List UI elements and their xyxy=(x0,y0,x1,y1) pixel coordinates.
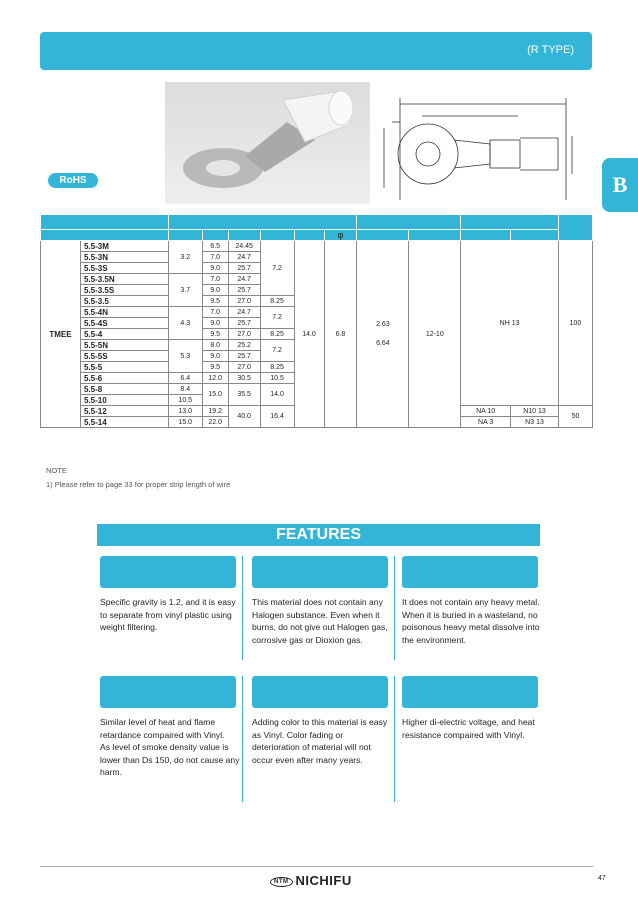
table-cell: 19.2 xyxy=(202,406,228,417)
product-photo xyxy=(165,82,370,204)
table-cell: 5.5-5N xyxy=(80,340,168,351)
table-cell: 5.5-14 xyxy=(80,417,168,428)
table-cell: 5.5-12 xyxy=(80,406,168,417)
table-cell xyxy=(202,230,228,241)
table-cell: 5.5-5 xyxy=(80,362,168,373)
table-cell: N10 13 xyxy=(511,406,559,417)
table-cell: 5.5-4S xyxy=(80,318,168,329)
table-cell: 24.45 xyxy=(228,241,260,252)
table-cell: 9.0 xyxy=(202,285,228,296)
note-title: NOTE xyxy=(46,466,67,475)
table-cell: 2.63 6.64 xyxy=(357,241,409,428)
table-cell: 8.25 xyxy=(260,329,294,340)
table-cell: 22.0 xyxy=(202,417,228,428)
table-cell: 30.5 xyxy=(228,373,260,384)
table-cell: 9.0 xyxy=(202,318,228,329)
page-number: 47 xyxy=(598,875,606,882)
table-cell: 5.5-3M xyxy=(80,241,168,252)
feature-text: It does not contain any heavy metal. When it is buried in a wasteland, no poisonous heavy metal dissolve into the environment. xyxy=(402,597,540,645)
table-cell: 5.5-6 xyxy=(80,373,168,384)
table-cell: 25.7 xyxy=(228,351,260,362)
table-cell: 6.5 xyxy=(202,241,228,252)
type-label: (R TYPE) xyxy=(527,44,574,56)
section-tab: B xyxy=(602,158,638,212)
table-cell: 24.7 xyxy=(228,307,260,318)
table-cell: 5.3 xyxy=(168,340,202,373)
feature-text: Adding color to this material is easy as Vinyl. Color fading or deterioration of material will not occur even after many years. xyxy=(252,717,388,765)
table-cell: 40.0 xyxy=(228,406,260,428)
feature-text: Specific gravity is 1.2, and it is easy to separate from vinyl plastic using weight filtering. xyxy=(100,597,236,633)
table-cell xyxy=(168,215,357,230)
table-cell: 5.5-8 xyxy=(80,384,168,395)
divider xyxy=(394,676,395,802)
table-cell: 5.5-3N xyxy=(80,252,168,263)
table-cell: 3.7 xyxy=(168,274,202,307)
logo-text: NICHIFU xyxy=(295,873,352,888)
table-cell xyxy=(357,230,409,241)
table-cell: 16.4 xyxy=(260,406,294,428)
table-cell: 27.0 xyxy=(228,329,260,340)
table-cell: 10.5 xyxy=(168,395,202,406)
table-cell: 15.0 xyxy=(202,384,228,406)
dimension-drawing xyxy=(378,88,578,206)
table-row xyxy=(41,241,593,252)
table-cell xyxy=(41,215,169,230)
table-cell: 5.5-3S xyxy=(80,263,168,274)
table-cell: 7.0 xyxy=(202,274,228,285)
feature-text: Higher di-electric voltage, and heat resistance compaired with Vinyl. xyxy=(402,717,535,740)
feature-header-box xyxy=(100,556,236,588)
logo-mark: NTM xyxy=(270,877,293,887)
table-cell: 12-10 xyxy=(409,241,461,428)
table-cell: 7.2 xyxy=(260,241,294,296)
table-cell: 6.8 xyxy=(324,241,357,428)
table-cell: 9.0 xyxy=(202,263,228,274)
table-cell: 8.0 xyxy=(202,340,228,351)
table-cell: 50 xyxy=(558,406,592,428)
table-cell: 8.25 xyxy=(260,362,294,373)
table-cell: 7.0 xyxy=(202,252,228,263)
table-cell: 9.5 xyxy=(202,296,228,307)
table-cell: 10.5 xyxy=(260,373,294,384)
table-cell xyxy=(461,215,559,230)
table-cell xyxy=(228,230,260,241)
table-cell: 27.0 xyxy=(228,296,260,307)
table-cell: 14.0 xyxy=(294,241,324,428)
table-cell: 8.25 xyxy=(260,296,294,307)
table-cell: 9.5 xyxy=(202,362,228,373)
table-cell: 5.5-3.5S xyxy=(80,285,168,296)
table-cell: 5.5-4N xyxy=(80,307,168,318)
table-header-row xyxy=(41,215,593,230)
footer-divider xyxy=(40,866,593,867)
table-cell: 25.7 xyxy=(228,285,260,296)
rohs-badge: RoHS xyxy=(48,173,98,188)
feature-header-box xyxy=(100,676,236,708)
spec-table xyxy=(40,214,593,428)
table-cell: 5.5-10 xyxy=(80,395,168,406)
table-cell: 8.4 xyxy=(168,384,202,395)
table-cell xyxy=(461,230,511,241)
table-cell: 7.0 xyxy=(202,307,228,318)
note-text: 1) Please refer to page 33 for proper strip length of wire xyxy=(46,480,231,489)
table-cell: 13.0 xyxy=(168,406,202,417)
divider xyxy=(242,556,243,660)
table-cell: 24.7 xyxy=(228,252,260,263)
phi-symbol: φ xyxy=(324,230,357,241)
table-cell: 12.0 xyxy=(202,373,228,384)
header-bar xyxy=(40,32,592,70)
feature-header-box xyxy=(402,676,538,708)
table-cell: NA 10 xyxy=(461,406,511,417)
table-cell: 9.5 xyxy=(202,329,228,340)
table-cell: 9.0 xyxy=(202,351,228,362)
table-cell: 35.5 xyxy=(228,384,260,406)
table-cell: NH 13 xyxy=(461,241,559,406)
table-cell: 4.3 xyxy=(168,307,202,340)
table-cell xyxy=(294,230,324,241)
table-cell: 5.5-4 xyxy=(80,329,168,340)
table-cell: 25.7 xyxy=(228,263,260,274)
table-cell: 14.0 xyxy=(260,384,294,406)
feature-header-box xyxy=(402,556,538,588)
table-cell: NA 3 xyxy=(461,417,511,428)
divider xyxy=(242,676,243,802)
table-cell xyxy=(357,215,461,230)
feature-header-box xyxy=(252,556,388,588)
table-cell: N3 13 xyxy=(511,417,559,428)
table-cell: 15.0 xyxy=(168,417,202,428)
brand-logo xyxy=(270,873,352,888)
table-header-row xyxy=(41,230,593,241)
table-cell: 5.5-5S xyxy=(80,351,168,362)
features-banner: FEATURES xyxy=(97,524,540,546)
feature-text: Similar level of heat and flame retardance compaired with Vinyl. As level of smoke density value is lower than Ds 150, do not cause any harm. xyxy=(100,717,240,778)
table-cell: 100 xyxy=(558,241,592,406)
table-cell: 5.5-3.5N xyxy=(80,274,168,285)
feature-header-box xyxy=(252,676,388,708)
divider xyxy=(394,556,395,660)
table-cell: 24.7 xyxy=(228,274,260,285)
table-cell: 3.2 xyxy=(168,241,202,274)
table-cell: 6.4 xyxy=(168,373,202,384)
table-cell: 7.2 xyxy=(260,340,294,362)
table-cell xyxy=(260,230,294,241)
table-cell xyxy=(511,230,559,241)
table-cell: 5.5-3.5 xyxy=(80,296,168,307)
table-cell xyxy=(409,230,461,241)
table-cell xyxy=(41,230,169,241)
table-cell: 27.0 xyxy=(228,362,260,373)
table-cell: 7.2 xyxy=(260,307,294,329)
table-cell: 25.2 xyxy=(228,340,260,351)
feature-text: This material does not contain any Halogen substance. Even when it burns, do not give out Halogen gas, corrosive gas or Dioxion gas. xyxy=(252,597,388,645)
table-cell xyxy=(558,215,592,241)
table-cell: 25.7 xyxy=(228,318,260,329)
table-cell xyxy=(168,230,202,241)
series-cell: TMEE xyxy=(41,241,81,428)
